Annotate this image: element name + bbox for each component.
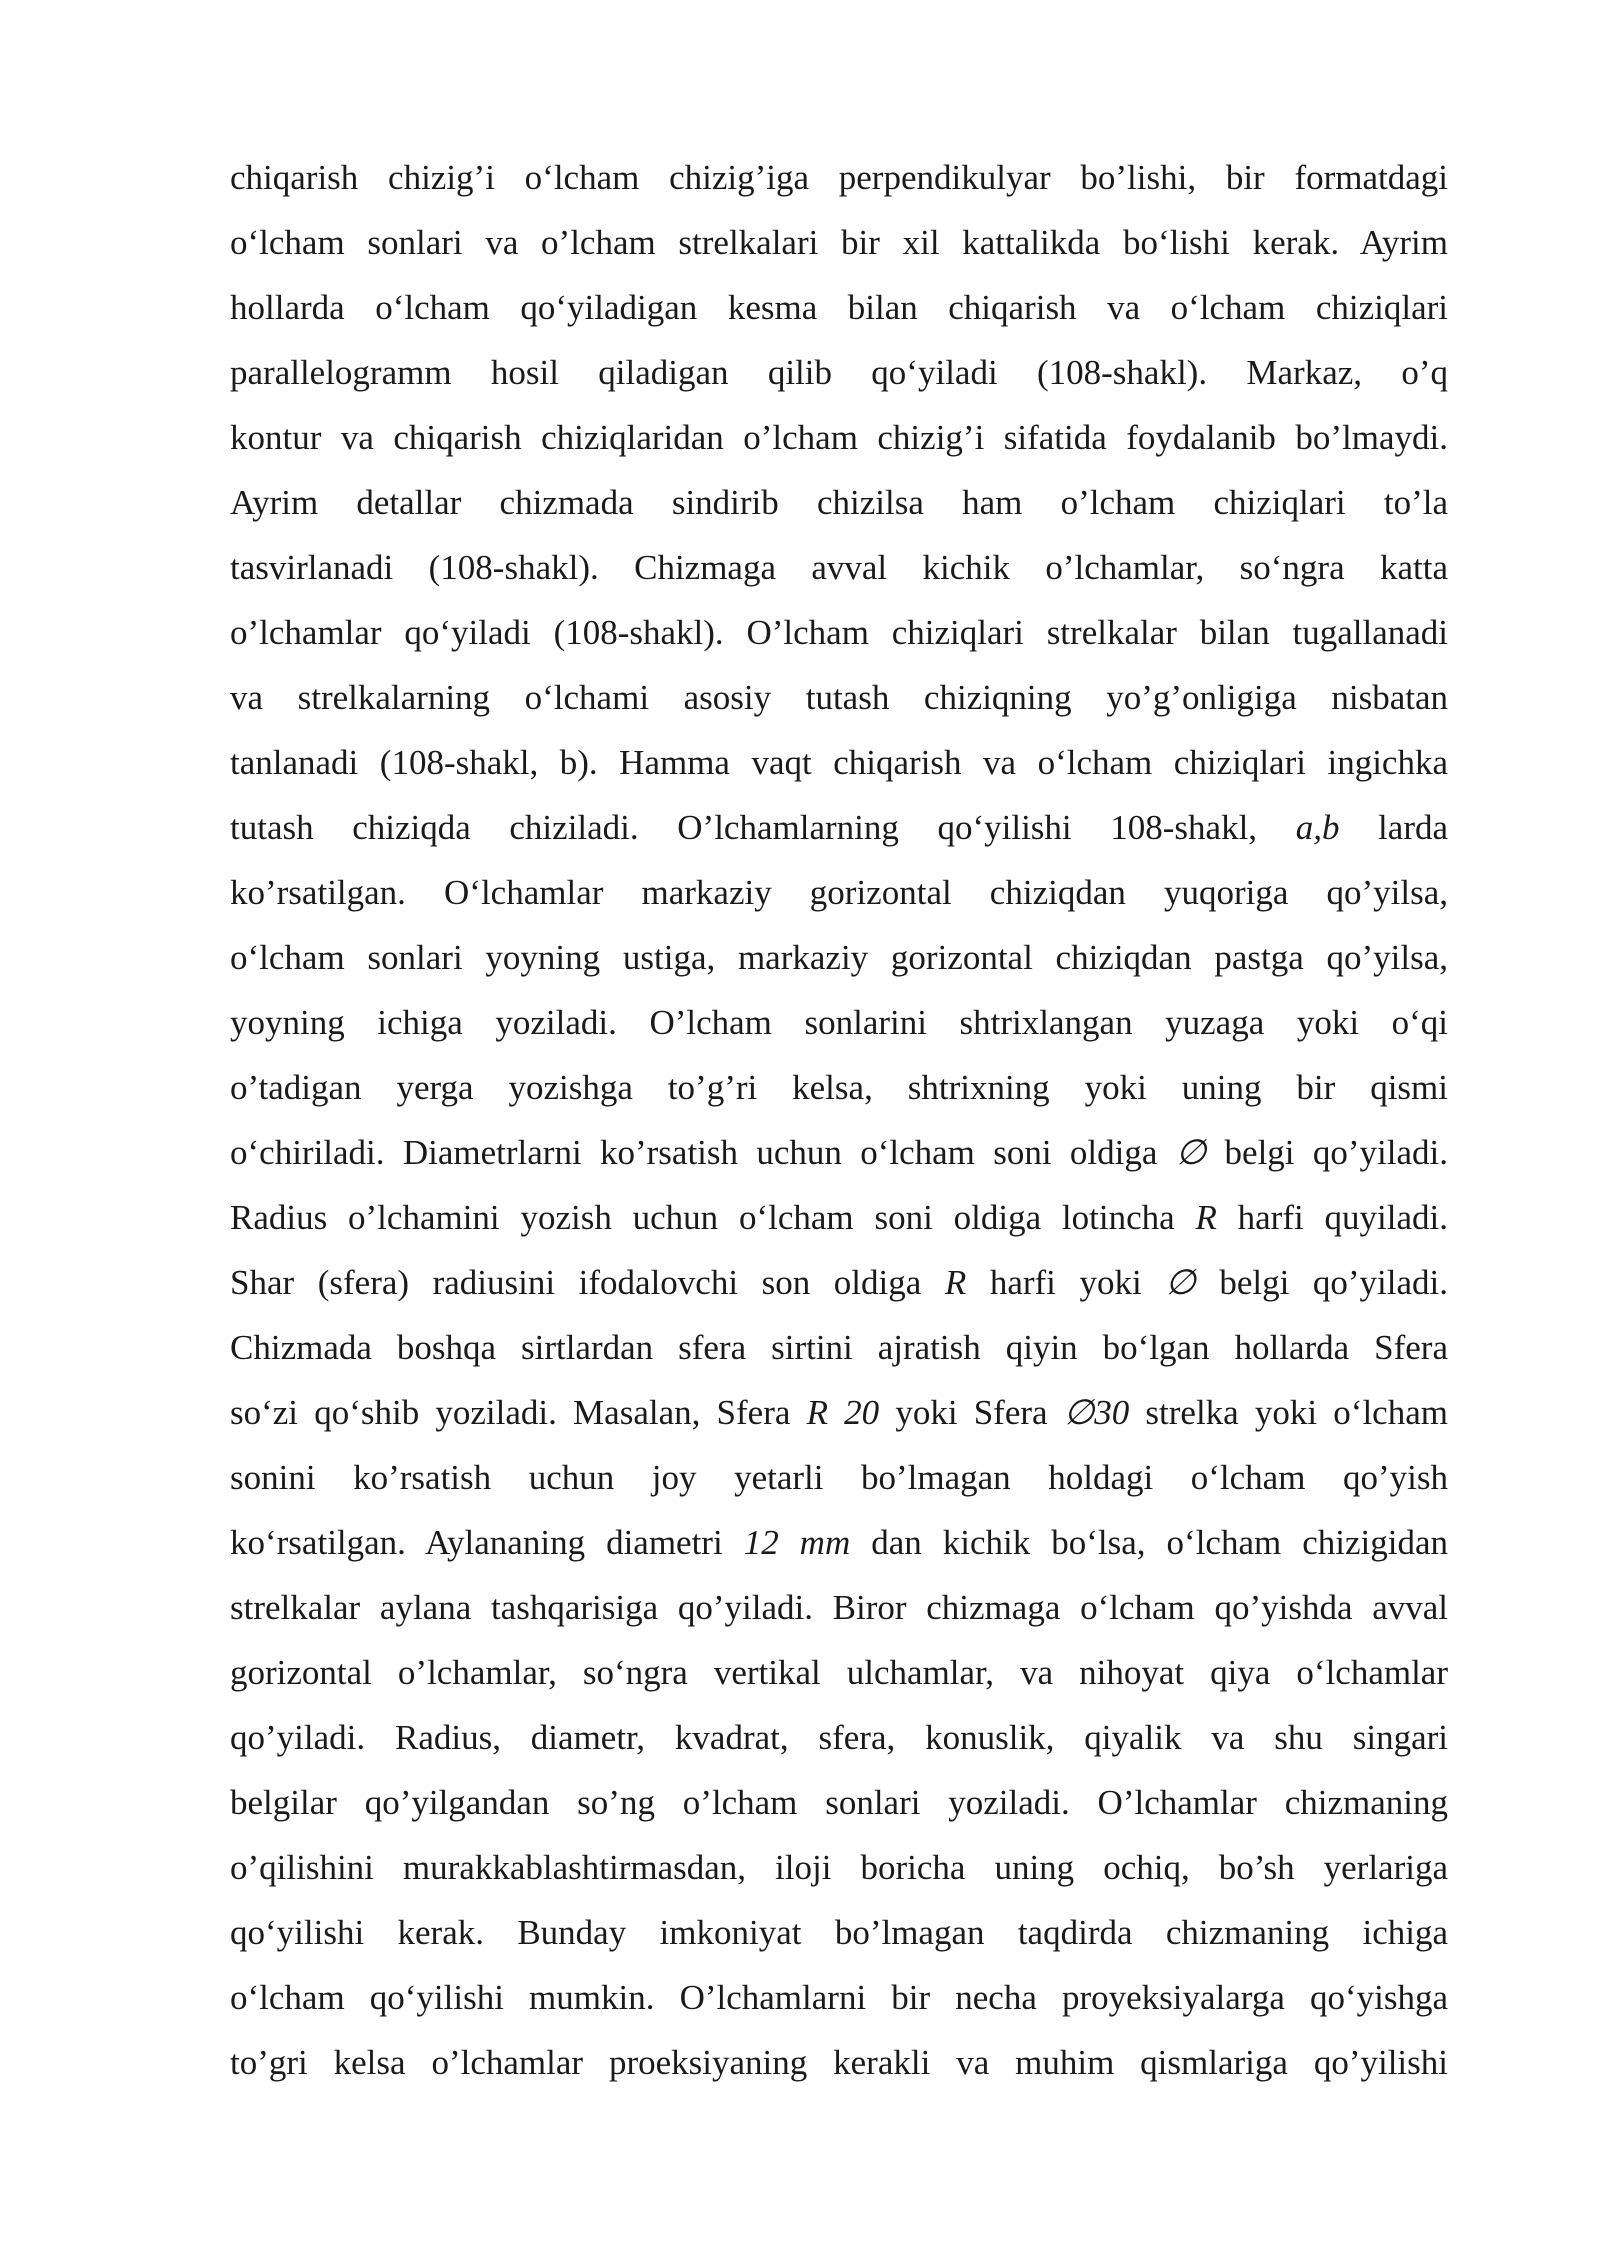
italic-text-segment: ∅: [1165, 1263, 1196, 1302]
text-line: [230, 340, 1448, 405]
text-line: [230, 210, 1448, 275]
text-line: [230, 600, 1448, 665]
text-line: [230, 2030, 1448, 2095]
italic-text-segment: a,b: [1295, 808, 1340, 847]
text-segment: o’lchamlar qo‘yiladi (108-shakl). O’lcham chiziqlari strelkalar bilan tugallanadi: [230, 613, 1448, 652]
text-segment: so‘zi qo‘shib yoziladi. Masalan, Sfera: [230, 1393, 807, 1432]
italic-text-segment: 12 mm: [743, 1523, 851, 1562]
text-segment: ko‘rsatilgan. Aylananing diametri: [230, 1523, 744, 1562]
text-segment: dan kichik bo‘lsa, o‘lcham chizigidan: [850, 1523, 1448, 1562]
text-segment: strelkalar aylana tashqarisiga qo’yiladi. Biror chizmaga o‘lcham qo’yishda avval: [230, 1588, 1448, 1627]
text-segment: belgi qo’yiladi.: [1195, 1263, 1448, 1302]
text-segment: chiqarish chizig’i o‘lcham chizig’iga perpendikulyar bo’lishi, bir formatdagi: [230, 158, 1448, 197]
text-line: [230, 275, 1448, 340]
text-line: [230, 1835, 1448, 1900]
text-line: [230, 1185, 1448, 1250]
text-segment: qo’yiladi. Radius, diametr, kvadrat, sfera, konuslik, qiyalik va shu singari: [230, 1718, 1448, 1757]
document-page: [230, 145, 1448, 2095]
text-segment: o‘lcham sonlari va o’lcham strelkalari bir xil kattalikda bo‘lishi kerak. Ayrim: [230, 223, 1448, 262]
text-segment: kontur va chiqarish chiziqlaridan o’lcham chizig’i sifatida foydalanib bo’lmaydi.: [230, 418, 1448, 457]
text-segment: tanlanadi (108-shakl, b). Hamma vaqt chiqarish va o‘lcham chiziqlari ingichka: [230, 743, 1448, 782]
text-segment: yoki Sfera: [879, 1393, 1064, 1432]
text-line: [230, 1640, 1448, 1705]
text-line: [230, 1575, 1448, 1640]
text-segment: Radius o’lchamini yozish uchun o‘lcham soni oldiga lotincha: [230, 1198, 1196, 1237]
text-segment: o’tadigan yerga yozishga to’g’ri kelsa, shtrixning yoki uning bir qismi: [230, 1068, 1448, 1107]
text-segment: belgi qo’yiladi.: [1206, 1133, 1448, 1172]
text-line: [230, 1445, 1448, 1510]
body-text: [230, 145, 1448, 2095]
text-line: [230, 145, 1448, 210]
text-line: [230, 1250, 1448, 1315]
text-line: [230, 860, 1448, 925]
text-line: [230, 795, 1448, 860]
text-segment: o‘lcham qo‘yilishi mumkin. O’lchamlarni bir necha proyeksiyalarga qo‘yishga: [230, 1978, 1448, 2017]
text-line: [230, 405, 1448, 470]
text-segment: qo‘yilishi kerak. Bunday imkoniyat bo’lmagan taqdirda chizmaning ichiga: [230, 1913, 1448, 1952]
text-segment: tasvirlanadi (108-shakl). Chizmaga avval kichik o’lchamlar, so‘ngra katta: [230, 548, 1448, 587]
italic-text-segment: ∅: [1175, 1133, 1207, 1172]
text-line: [230, 470, 1448, 535]
italic-text-segment: R: [1195, 1198, 1217, 1237]
text-segment: Ayrim detallar chizmada sindirib chizilsa ham o’lcham chiziqlari to’la: [230, 483, 1448, 522]
text-segment: strelka yoki o‘lcham: [1129, 1393, 1448, 1432]
text-line: [230, 1770, 1448, 1835]
text-line: [230, 1900, 1448, 1965]
text-line: [230, 1510, 1448, 1575]
text-segment: to’gri kelsa o’lchamlar proeksiyaning kerakli va muhim qismlariga qo’yilishi: [230, 2043, 1448, 2082]
text-segment: Shar (sfera) radiusini ifodalovchi son oldiga: [230, 1263, 945, 1302]
text-line: [230, 730, 1448, 795]
italic-text-segment: ∅30: [1063, 1393, 1130, 1432]
italic-text-segment: R: [944, 1263, 967, 1302]
text-line: [230, 1055, 1448, 1120]
text-line: [230, 1380, 1448, 1445]
text-segment: hollarda o‘lcham qo‘yiladigan kesma bilan chiqarish va o‘lcham chiziqlari: [230, 288, 1448, 327]
text-line: [230, 925, 1448, 990]
italic-text-segment: R 20: [806, 1393, 880, 1432]
text-line: [230, 535, 1448, 600]
text-segment: larda: [1339, 808, 1449, 847]
text-segment: o‘chiriladi. Diametrlarni ko’rsatish uchun o‘lcham soni oldiga: [230, 1133, 1176, 1172]
text-segment: Chizmada boshqa sirtlardan sfera sirtini ajratish qiyin bo‘lgan hollarda Sfera: [230, 1328, 1448, 1367]
text-line: [230, 665, 1448, 730]
text-segment: parallelogramm hosil qiladigan qilib qo‘yiladi (108-shakl). Markaz, o’q: [230, 353, 1448, 392]
text-segment: o‘lcham sonlari yoyning ustiga, markaziy gorizontal chiziqdan pastga qo’yilsa,: [230, 938, 1448, 977]
text-line: [230, 990, 1448, 1055]
text-segment: sonini ko’rsatish uchun joy yetarli bo’lmagan holdagi o‘lcham qo’yish: [230, 1458, 1448, 1497]
text-segment: tutash chiziqda chiziladi. O’lchamlarning qo‘yilishi 108-shakl,: [230, 808, 1296, 847]
text-segment: harfi quyiladi.: [1216, 1198, 1448, 1237]
text-segment: gorizontal o’lchamlar, so‘ngra vertikal ulchamlar, va nihoyat qiya o‘lchamlar: [230, 1653, 1448, 1692]
text-segment: ko’rsatilgan. O‘lchamlar markaziy gorizontal chiziqdan yuqoriga qo’yilsa,: [230, 873, 1448, 912]
text-segment: va strelkalarning o‘lchami asosiy tutash chiziqning yo’g’onligiga nisbatan: [230, 678, 1448, 717]
text-line: [230, 1705, 1448, 1770]
text-segment: o’qilishini murakkablashtirmasdan, iloji boricha uning ochiq, bo’sh yerlariga: [230, 1848, 1448, 1887]
text-segment: harfi yoki: [966, 1263, 1166, 1302]
text-segment: belgilar qo’yilgandan so’ng o’lcham sonlari yoziladi. O’lchamlar chizmaning: [230, 1783, 1448, 1822]
text-line: [230, 1120, 1448, 1185]
text-segment: yoyning ichiga yoziladi. O’lcham sonlarini shtrixlangan yuzaga yoki o‘qi: [230, 1003, 1448, 1042]
text-line: [230, 1965, 1448, 2030]
text-line: [230, 1315, 1448, 1380]
